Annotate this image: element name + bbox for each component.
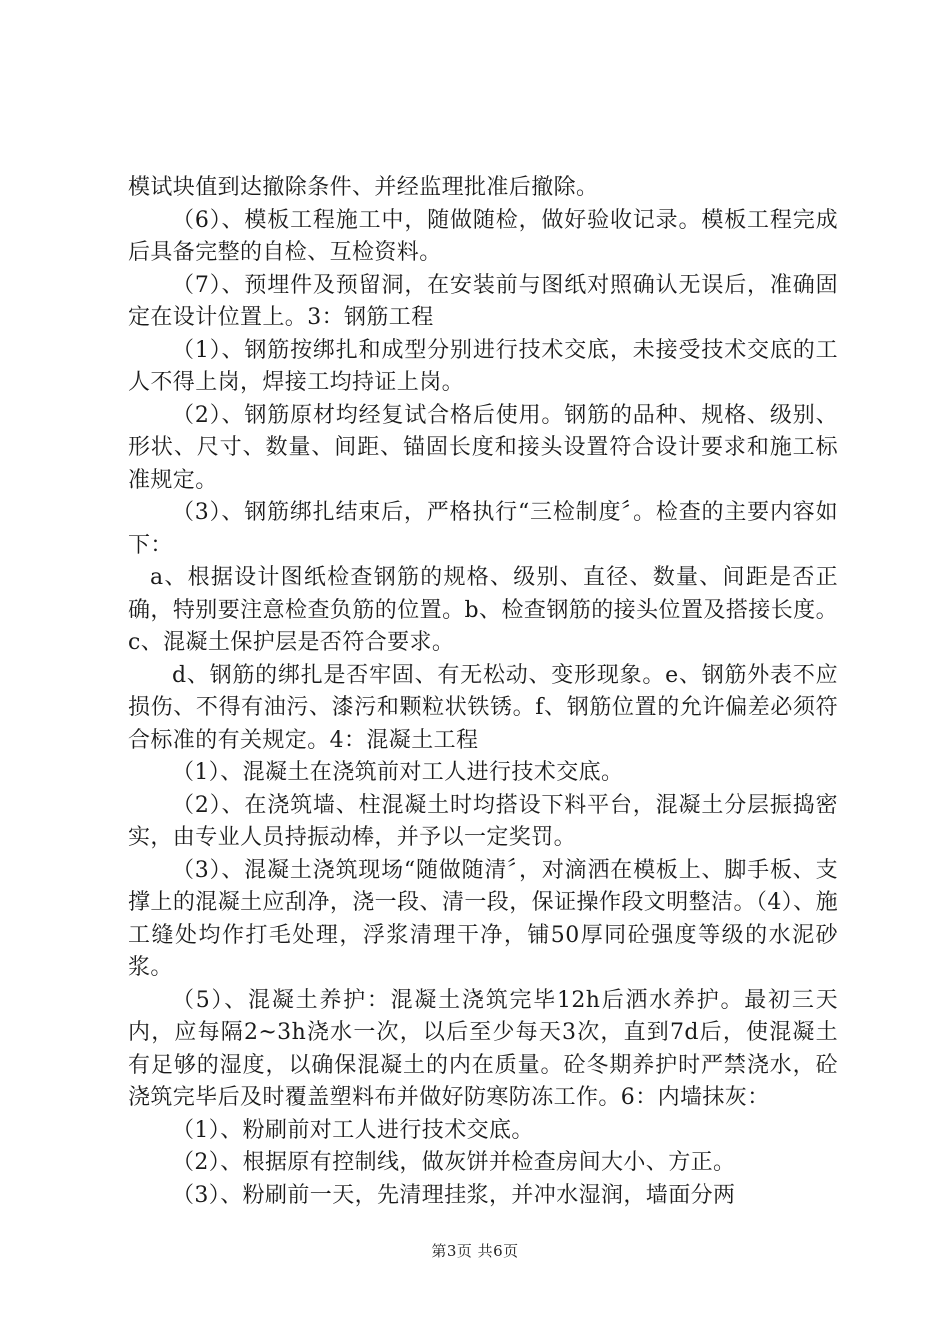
paragraph-7: a、根据设计图纸检查钢筋的规格、级别、直径、数量、间距是否正确，特别要注意检查负筋的位置。b、检查钢筋的接头位置及搭接长度。c、混凝土保护层是否符合要求。: [128, 565, 838, 655]
paragraph-10: （2）、在浇筑墙、柱混凝土时均搭设下料平台，混凝土分层振捣密实，由专业人员持振动棒，并予以一定奖罚。: [128, 792, 838, 850]
paragraph-2: （6）、模板工程施工中，随做随检，做好验收记录。模板工程完成后具备完整的自检、互检资料。: [128, 207, 838, 265]
paragraph-15: （3）、粉刷前一天，先清理挂浆，并冲水湿润，墙面分两: [172, 1182, 736, 1208]
paragraph-9: （1）、混凝土在浇筑前对工人进行技术交底。: [172, 760, 624, 785]
paragraph-12: （5）、混凝土养护：混凝土浇筑完毕12h后洒水养护。最初三天内，应每隔2~3h浇水一次，以后至少每天3次，直到7d后，使混凝土有足够的湿度，以确保混凝土的内在质量。砼冬期养护时严禁浇水，砼浇筑完毕后及时覆盖塑料布并做好防寒防冻工作。6：内墙抹灰：: [128, 987, 838, 1110]
paragraph-8: d、钢筋的绑扎是否牢固、有无松动、变形现象。e、钢筋外表不应损伤、不得有油污、漆污和颗粒状铁锈。f、钢筋位置的允许偏差必须符合标准的有关规定。4：混凝土工程: [128, 662, 838, 753]
paragraph-14: （2）、根据原有控制线，做灰饼并检查房间大小、方正。: [172, 1150, 736, 1175]
paragraph-4: （1）、钢筋按绑扎和成型分别进行技术交底，未接受技术交底的工人不得上岗，焊接工均持证上岗。: [128, 337, 838, 395]
document-body: [128, 172, 838, 1212]
paragraph-11: （3）、混凝土浇筑现场“随做随清〞，对滴洒在模板上、脚手板、支撑上的混凝土应刮净，浇一段、清一段，保证操作段文明整洁。（4）、施工缝处均作打毛处理，浮浆清理干净，铺50厚同砼强度等级的水泥砂浆。: [128, 857, 838, 980]
paragraph-1: 模试块值到达撤除条件、并经监理批准后撤除。: [128, 175, 599, 200]
paragraph-6: （3）、钢筋绑扎结束后，严格执行“三检制度〞。检查的主要内容如下：: [128, 500, 838, 558]
paragraph-5: （2）、钢筋原材均经复试合格后使用。钢筋的品种、规格、级别、形状、尺寸、数量、间距、锚固长度和接头设置符合设计要求和施工标准规定。: [128, 402, 838, 493]
paragraph-3: （7）、预埋件及预留洞，在安装前与图纸对照确认无误后，准确固定在设计位置上。3：钢筋工程: [128, 272, 838, 330]
page-number-footer: 第3页 共6页: [431, 1242, 519, 1260]
paragraph-13: （1）、粉刷前对工人进行技术交底。: [172, 1117, 534, 1143]
